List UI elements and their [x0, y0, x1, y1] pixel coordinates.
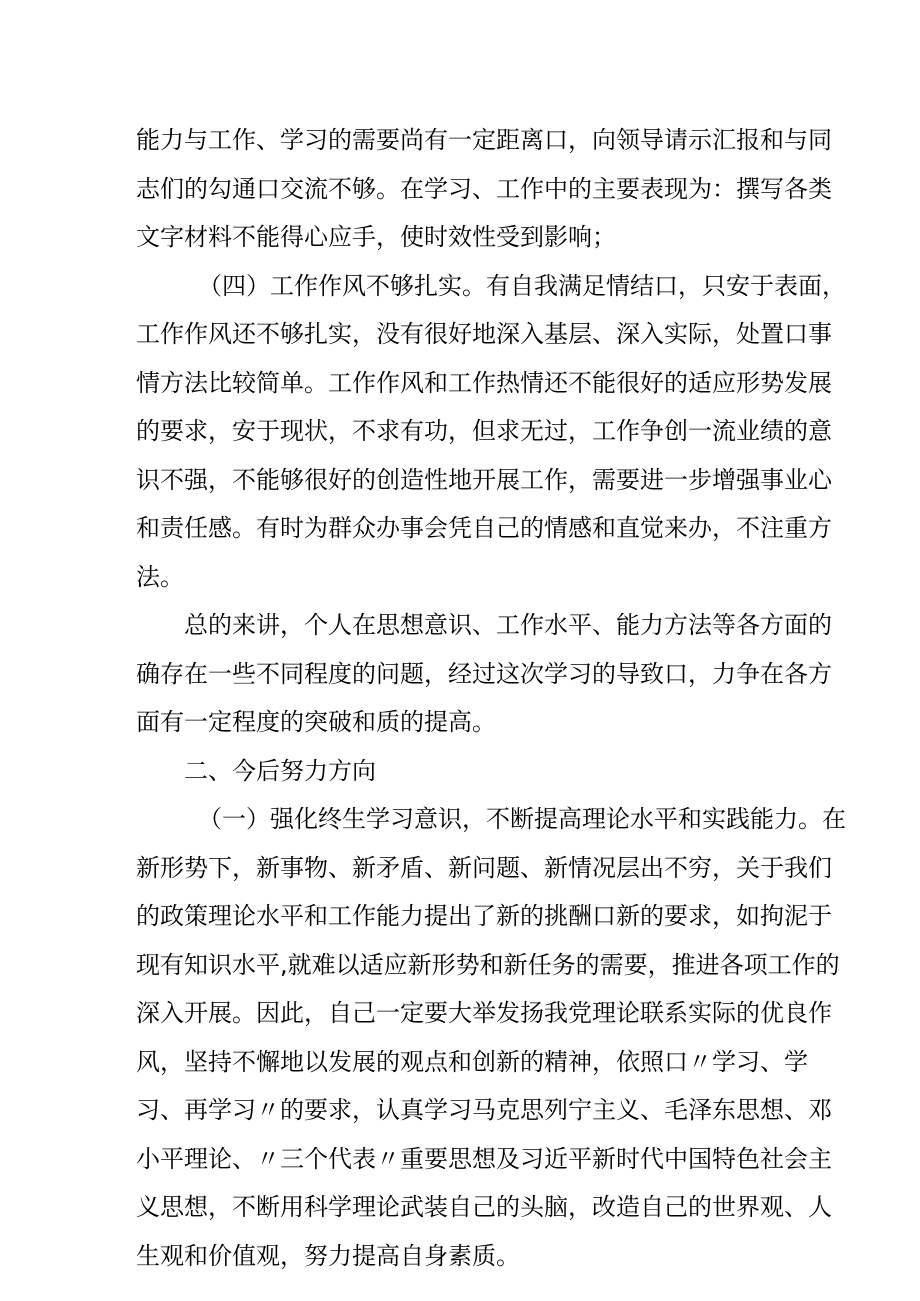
text-line: 情方法比较简单。工作作风和工作热情还不能很好的适应形势发展	[136, 368, 832, 397]
text-line: 现有知识水平,就难以适应新形势和新任务的需要，推进各项工作的	[136, 950, 840, 979]
text-line: 工作作风还不够扎实，没有很好地深入基层、深入实际，处置口事	[136, 320, 832, 348]
text-line: 的要求，安于现状，不求有功，但求无过，工作争创一流业绩的意	[136, 417, 832, 445]
text-line: 小平理论、〃三个代表〃重要思想及习近平新时代中国特色社会主	[136, 1144, 832, 1173]
text-line: 新形势下，新事物、新矛盾、新问题、新情况层出不穷，关于我们	[136, 853, 832, 882]
text-line: 面有一定程度的突破和质的提高。	[136, 708, 496, 736]
text-line: 习、再学习〃的要求，认真学习马克思列宁主义、毛泽东思想、邓	[136, 1096, 832, 1124]
text-line: 能力与工作、学习的需要尚有一定距离口，向领导请示汇报和与同	[136, 126, 832, 154]
text-line: 义思想，不断用科学理论武装自己的头脑，改造自己的世界观、人	[136, 1193, 832, 1221]
section-title: 二、今后努力方向	[184, 756, 376, 785]
section-heading-line: （一）强化终生学习意识，不断提高理论水平和实践能力。在	[198, 805, 846, 833]
section-heading-line: （四）工作作风不够扎实。有自我满足情结口，只安于表面，	[198, 271, 846, 300]
text-line: 志们的勾通口交流不够。在学习、工作中的主要表现为：撰写各类	[136, 174, 832, 203]
text-line: 文字材料不能得心应手，使时效性受到影响；	[136, 223, 616, 251]
text-line: 生观和价值观，努力提高自身素质。	[136, 1241, 520, 1270]
text-line: 深入开展。因此，自己一定要大举发扬我党理论联系实际的优良作	[136, 999, 832, 1027]
paragraph-start-line: 总的来讲，个人在思想意识、工作水平、能力方法等各方面的	[184, 611, 832, 639]
document-body	[136, 116, 846, 1280]
text-line: 风，坚持不懈地以发展的观点和创新的精神，依照口〃学习、学	[136, 1047, 808, 1076]
text-line: 和责任感。有时为群众办事会凭自己的情感和直觉来办，不注重方	[136, 514, 832, 542]
text-line: 的政策理论水平和工作能力提出了新的挑酬口新的要求，如拘泥于	[136, 902, 832, 930]
text-line: 确存在一些不同程度的问题，经过这次学习的导致口，力争在各方	[136, 659, 832, 688]
text-line: 识不强，不能够很好的创造性地开展工作，需要进一步增强事业心	[136, 465, 832, 494]
text-line: 法。	[136, 562, 184, 591]
